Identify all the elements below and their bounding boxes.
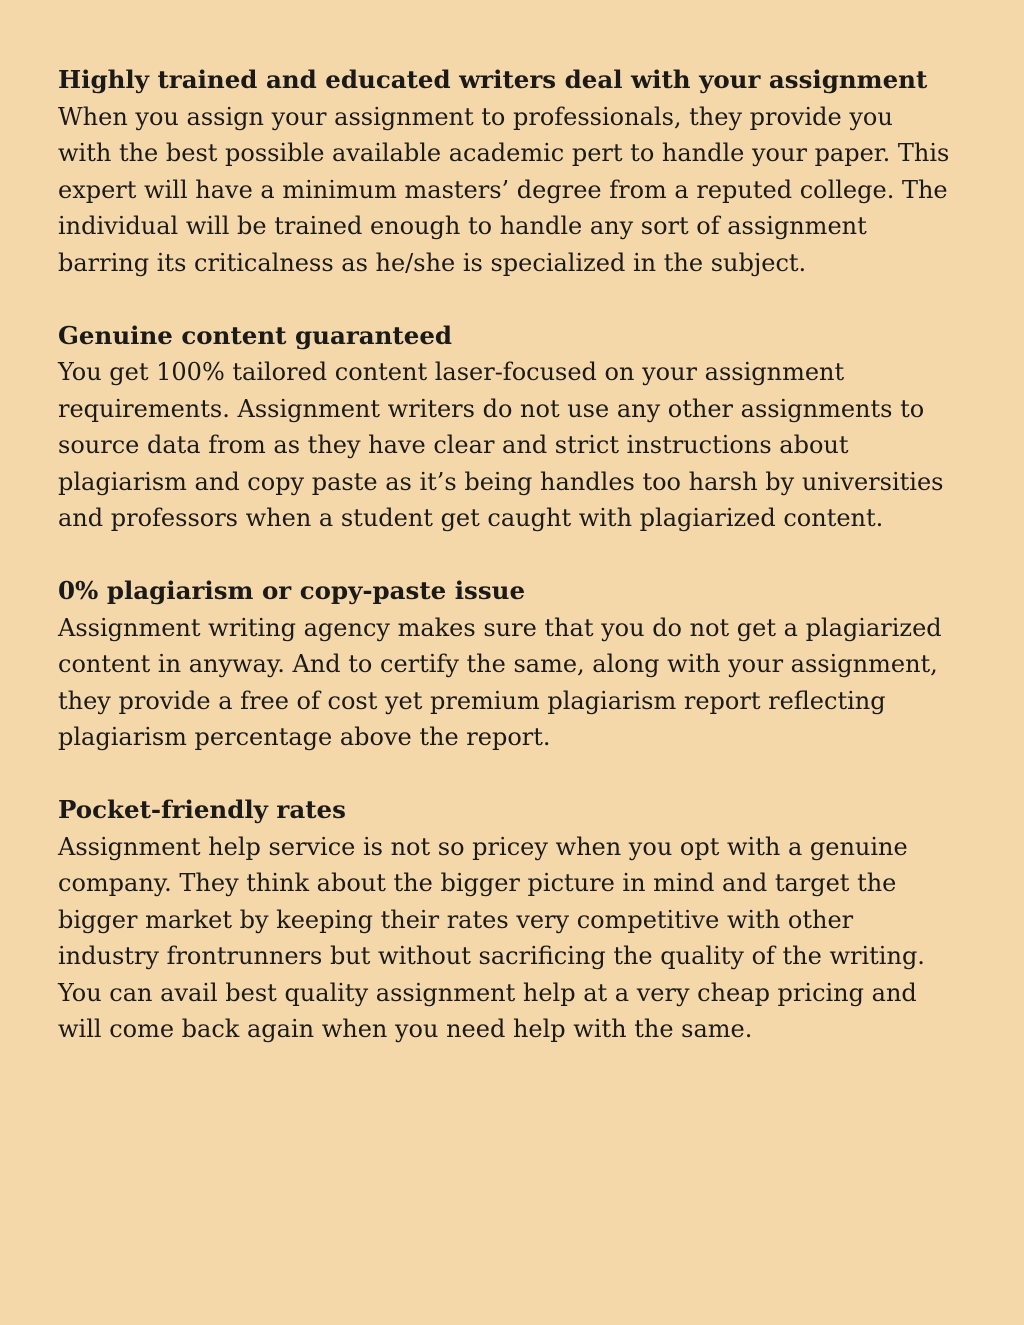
body-line: and professors when a student get caught with plagiarized content. <box>58 504 884 532</box>
section-heading: 0% plagiarism or copy-paste issue <box>58 576 526 605</box>
body-line: plagiarism percentage above the report. <box>58 723 551 751</box>
body-line: bigger market by keeping their rates very competitive with other <box>58 905 854 934</box>
section-genuine-content <box>58 318 966 537</box>
section-body <box>58 610 966 756</box>
body-line: company. They think about the bigger picture in mind and target the <box>58 869 897 897</box>
section-heading: Pocket-friendly rates <box>58 795 346 824</box>
section-heading: Highly trained and educated writers deal with your assignment <box>58 65 928 94</box>
section-plagiarism <box>58 573 966 756</box>
section-expert-writers <box>58 62 966 281</box>
body-line: content in anyway. And to certify the same, along with your assignment, <box>58 650 938 678</box>
body-line: requirements. Assignment writers do not use any other assignments to <box>58 394 925 423</box>
body-line: industry frontrunners but without sacrificing the quality of the writing. <box>58 942 925 970</box>
body-line: will come back again when you need help with the same. <box>58 1015 753 1043</box>
body-line: Assignment help service is not so pricey when you opt with a genuine <box>58 832 908 861</box>
body-line: You get 100% tailored content laser-focused on your assignment <box>58 358 845 386</box>
section-pricing <box>58 792 966 1048</box>
body-line: individual will be trained enough to handle any sort of assignment <box>58 212 867 240</box>
body-line: expert will have a minimum masters’ degree from a reputed college. The <box>58 175 948 204</box>
section-body <box>58 99 966 282</box>
body-line: barring its criticalness as he/she is specialized in the subject. <box>58 248 807 277</box>
body-line: plagiarism and copy paste as it’s being handles too harsh by universities <box>58 467 944 496</box>
body-line: You can avail best quality assignment help at a very cheap pricing and <box>58 978 917 1007</box>
section-heading: Genuine content guaranteed <box>58 320 453 350</box>
body-line: source data from as they have clear and strict instructions about <box>58 431 849 459</box>
section-body <box>58 354 966 537</box>
body-line: Assignment writing agency makes sure that you do not get a plagiarized <box>58 613 942 642</box>
body-line: When you assign your assignment to professionals, they provide you <box>58 102 893 131</box>
body-line: with the best possible available academic pert to handle your paper. This <box>58 139 950 167</box>
body-line: they provide a free of cost yet premium plagiarism report reflecting <box>58 686 886 715</box>
section-body <box>58 829 966 1048</box>
